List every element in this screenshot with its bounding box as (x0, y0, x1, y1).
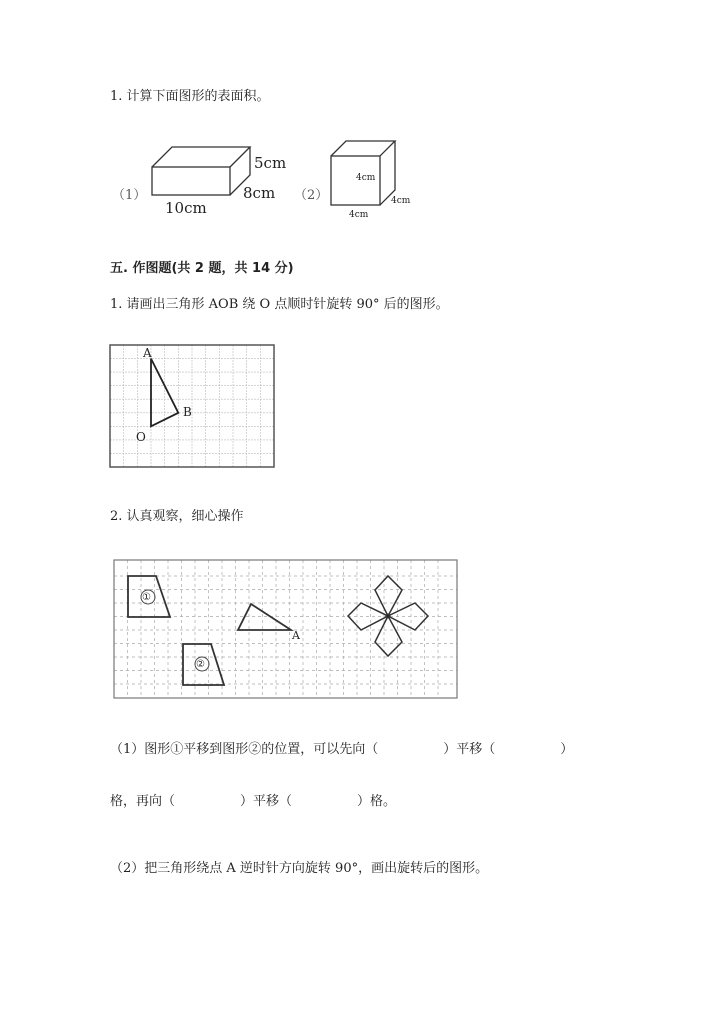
cuboid-figure (152, 147, 250, 195)
figure2-label: （2） (294, 188, 329, 203)
question-title-rotate-aob: 1. 请画出三角形 AOB 绕 O 点顺时针旋转 90° 后的图形。 (110, 297, 449, 312)
shape-2-label: ② (196, 659, 205, 670)
point-o-label: O (136, 430, 146, 444)
point-b-label: B (183, 405, 192, 419)
cube-front-edge-label: 4cm (356, 173, 376, 183)
triangle-a (238, 604, 291, 630)
cuboid-length-label: 10cm (165, 199, 207, 217)
sub-question-1-line-1: （1）图形①平移到图形②的位置，可以先向（ ）平移（ ） (110, 742, 574, 757)
question-title-surface-area: 1. 计算下面图形的表面积。 (110, 89, 270, 104)
question-title-observe: 2. 认真观察，细心操作 (110, 509, 244, 524)
cube-bottom-edge-label: 4cm (349, 210, 369, 220)
grid-aob (110, 345, 274, 467)
triangle-aob (151, 359, 178, 427)
sub-question-1-line-2: 格，再向（ ）平移（ ）格。 (110, 794, 397, 809)
cube-side-edge-label: 4cm (391, 196, 411, 206)
point-a-label: A (143, 346, 152, 360)
cuboid-height-label: 5cm (254, 154, 287, 172)
grid-translation (114, 560, 457, 698)
figure1-label: （1） (112, 188, 147, 203)
triangle-point-a-label: A (292, 629, 300, 642)
shape-1-label: ① (142, 592, 151, 603)
sub-question-2: （2）把三角形绕点 A 逆时针方向旋转 90°，画出旋转后的图形。 (110, 861, 489, 876)
section-heading: 五. 作图题(共 2 题，共 14 分) (110, 261, 294, 276)
cuboid-width-label: 8cm (243, 184, 276, 202)
flower-figure (348, 576, 428, 656)
